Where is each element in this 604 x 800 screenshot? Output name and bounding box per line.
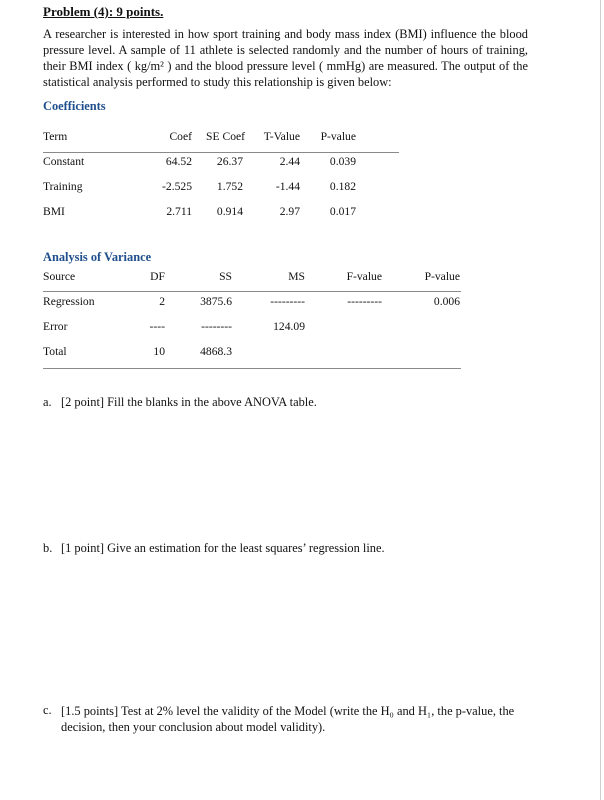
anova-ms: --------- xyxy=(270,295,305,308)
coef-value: -2.525 xyxy=(162,180,192,193)
anova-f: --------- xyxy=(347,295,382,308)
question-b-letter: b. xyxy=(43,541,53,555)
coef-t: -1.44 xyxy=(275,180,300,193)
coef-se: 1.752 xyxy=(216,180,243,193)
coef-header-rule xyxy=(43,152,399,153)
anova-col-source: Source xyxy=(43,270,76,283)
page-edge xyxy=(600,0,601,800)
anova-ss: 4868.3 xyxy=(200,345,232,358)
coef-se: 0.914 xyxy=(216,205,243,218)
coef-term: BMI xyxy=(43,205,65,218)
coef-p: 0.017 xyxy=(329,205,356,218)
anova-col-ss: SS xyxy=(219,270,232,283)
anova-col-df: DF xyxy=(150,270,165,283)
anova-p: 0.006 xyxy=(433,295,460,308)
coef-value: 64.52 xyxy=(165,155,192,168)
coef-t: 2.97 xyxy=(279,205,300,218)
anova-bottom-rule xyxy=(43,368,461,369)
question-c-letter: c. xyxy=(43,703,52,717)
coef-value: 2.711 xyxy=(166,205,192,218)
question-b-text: [1 point] Give an estimation for the least squares’ regression line. xyxy=(61,541,385,555)
anova-source: Regression xyxy=(43,295,95,308)
coef-p: 0.182 xyxy=(329,180,356,193)
coef-se: 26.37 xyxy=(216,155,243,168)
anova-ss: 3875.6 xyxy=(200,295,232,308)
anova-ss: -------- xyxy=(201,320,232,333)
anova-header-rule xyxy=(43,291,461,292)
anova-df: 2 xyxy=(159,295,165,308)
coefficients-heading: Coefficients xyxy=(43,99,106,113)
problem-intro: A researcher is interested in how sport training and body mass index (BMI) influence the blood pressure level. A sample of 11 athlete is selected randomly and the number of hours of training, their BMI index ( kg/m² ) and the blood pressure level ( mmHg) are measured. The output of the statistical analysis performed to study this relationship is given below: xyxy=(43,27,528,89)
anova-source: Total xyxy=(43,345,67,358)
anova-heading: Analysis of Variance xyxy=(43,250,152,264)
anova-col-pvalue: P-value xyxy=(424,270,460,283)
question-a-letter: a. xyxy=(43,395,52,409)
anova-col-fvalue: F-value xyxy=(346,270,382,283)
coef-col-secoef: SE Coef xyxy=(206,130,245,143)
anova-source: Error xyxy=(43,320,68,333)
coef-t: 2.44 xyxy=(279,155,300,168)
anova-ms: 124.09 xyxy=(273,320,305,333)
anova-df: 10 xyxy=(153,345,165,358)
coef-term: Constant xyxy=(43,155,85,168)
coef-term: Training xyxy=(43,180,83,193)
coef-col-term: Term xyxy=(43,130,68,143)
coef-col-tvalue: T-Value xyxy=(263,130,300,143)
coef-p: 0.039 xyxy=(329,155,356,168)
problem-title: Problem (4): 9 points. xyxy=(43,4,164,19)
anova-col-ms: MS xyxy=(288,270,305,283)
coef-col-pvalue: P-value xyxy=(320,130,356,143)
question-c-text: [1.5 points] Test at 2% level the validity of the Model (write the H₀ and H₁, the p-value, the decision, then your conclusion about model validity). xyxy=(61,704,515,734)
coef-col-coef: Coef xyxy=(169,130,192,143)
question-a-text: [2 point] Fill the blanks in the above ANOVA table. xyxy=(61,395,317,409)
anova-df: ---- xyxy=(149,320,165,333)
